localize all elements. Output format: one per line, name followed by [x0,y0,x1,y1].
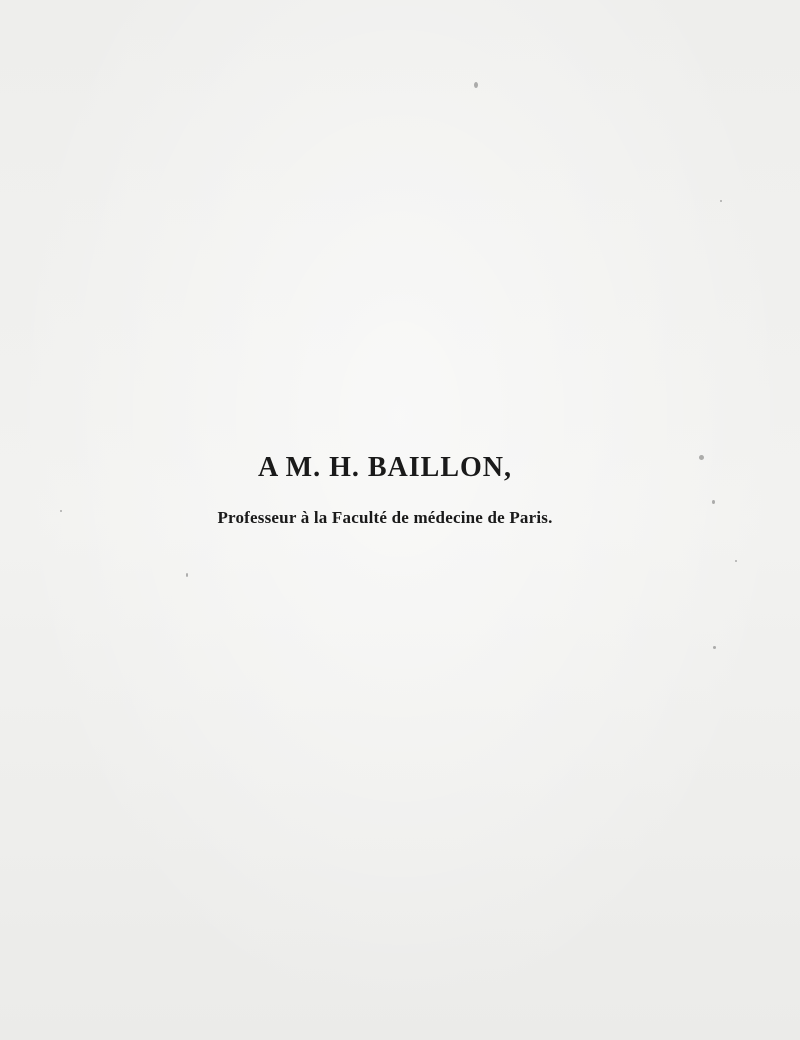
dedication-title: Professeur à la Faculté de médecine de Paris. [217,508,553,527]
dedication-name: A M. H. BAILLON, [257,452,513,483]
